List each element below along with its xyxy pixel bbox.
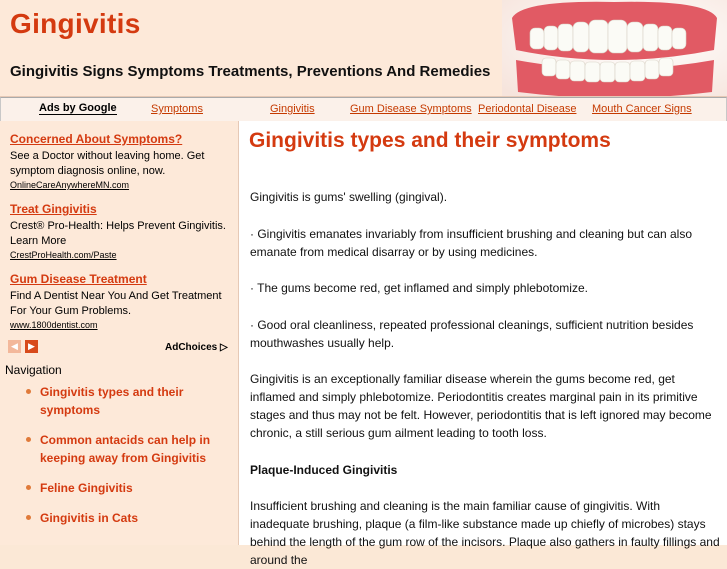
nav-item[interactable] [5,509,230,527]
dentures-image [502,0,727,96]
article-subheading: Plaque-Induced Gingivitis [250,463,398,477]
ad-link-gingivitis[interactable]: Gingivitis [270,103,315,115]
article-paragraph: Gingivitis is an exceptionally familiar disease wherein the gums become red, get inflamed and simply phlebotomize. Periodontitis creates marginal pain in its primitive stages and thus may not be felt. However, periodontitis that is left ignored may become chronic, a still serious gum ailment leading to tooth loss. [250,372,712,440]
ad-links-bar [0,97,727,122]
sidebar [0,121,239,545]
chevron-left-icon[interactable]: ◀ [8,340,21,353]
ad-title[interactable]: Gum Disease Treatment [10,272,147,286]
nav-item-label[interactable]: Common antacids can help in keeping away from Gingivitis [40,433,211,465]
bullet-icon [26,485,31,490]
sidebar-ad[interactable] [10,202,235,260]
bullet-icon [26,437,31,442]
nav-item[interactable] [5,431,230,467]
ad-link-symptoms[interactable]: Symptoms [151,103,203,115]
ad-url[interactable]: OnlineCareAnywhereMN.com [10,180,130,190]
navigation-list [5,383,230,539]
ad-url[interactable]: CrestProHealth.com/Paste [10,250,117,260]
site-tagline: Gingivitis Signs Symptoms Treatments, Preventions And Remedies [10,63,491,80]
nav-item[interactable] [5,383,230,419]
sidebar-ad[interactable] [10,272,235,330]
ad-body: See a Doctor without leaving home. Get symptom diagnosis online, now. [10,150,205,177]
nav-item[interactable] [5,479,230,497]
main-content [239,121,727,567]
adchoices-label: AdChoices [165,342,218,353]
site-title[interactable]: Gingivitis [10,8,141,39]
nav-item-label[interactable]: Gingivitis types and their symptoms [40,385,184,417]
article-paragraph: · Gingivitis emanates invariably from insufficient brushing and cleaning but can also emanate from medical disarray or by using medicines. [250,227,693,259]
article-paragraph: Gingivitis is gums' swelling (gingival). [250,190,448,204]
article-paragraph: · The gums become red, get inflamed and simply phlebotomize. [250,281,588,295]
ad-body: Crest® Pro-Health: Helps Prevent Gingivitis. Learn More [10,220,226,247]
ad-link-periodontal-disease[interactable]: Periodontal Disease [478,103,577,115]
adchoices-link[interactable] [165,342,228,353]
article-paragraph: · Good oral cleanliness, repeated professional cleanings, sufficient nutrition besides mouthwashes usually help. [250,318,694,350]
ad-body: Find A Dentist Near You And Get Treatment For Your Gum Problems. [10,290,222,317]
sidebar-ad[interactable] [10,132,235,190]
nav-item-label[interactable]: Gingivitis in Cats [40,511,139,525]
chevron-right-icon[interactable]: ▶ [25,340,38,353]
article-paragraph: Insufficient brushing and cleaning is the main familiar cause of gingivitis. With inadequate brushing, plaque (a film-like substance made up chiefly of microbes) stays behind the length of the gum row of the incisors. Plaque also gathers in faulty fillings and around the [250,499,720,567]
ads-by-google-label[interactable]: Ads by Google [39,102,117,114]
bullet-icon [26,515,31,520]
nav-item-label[interactable]: Feline Gingivitis [40,481,133,495]
adchoices-icon: ▷ [220,342,228,353]
ad-link-mouth-cancer-signs[interactable]: Mouth Cancer Signs [592,103,692,115]
site-header [0,0,727,97]
navigation-heading: Navigation [5,363,62,377]
article-title: Gingivitis types and their symptoms [249,129,611,152]
ad-url[interactable]: www.1800dentist.com [10,320,98,330]
ad-link-gum-disease-symptoms[interactable]: Gum Disease Symptoms [350,103,472,115]
ad-title[interactable]: Concerned About Symptoms? [10,132,183,146]
ad-title[interactable]: Treat Gingivitis [10,202,97,216]
bullet-icon [26,389,31,394]
